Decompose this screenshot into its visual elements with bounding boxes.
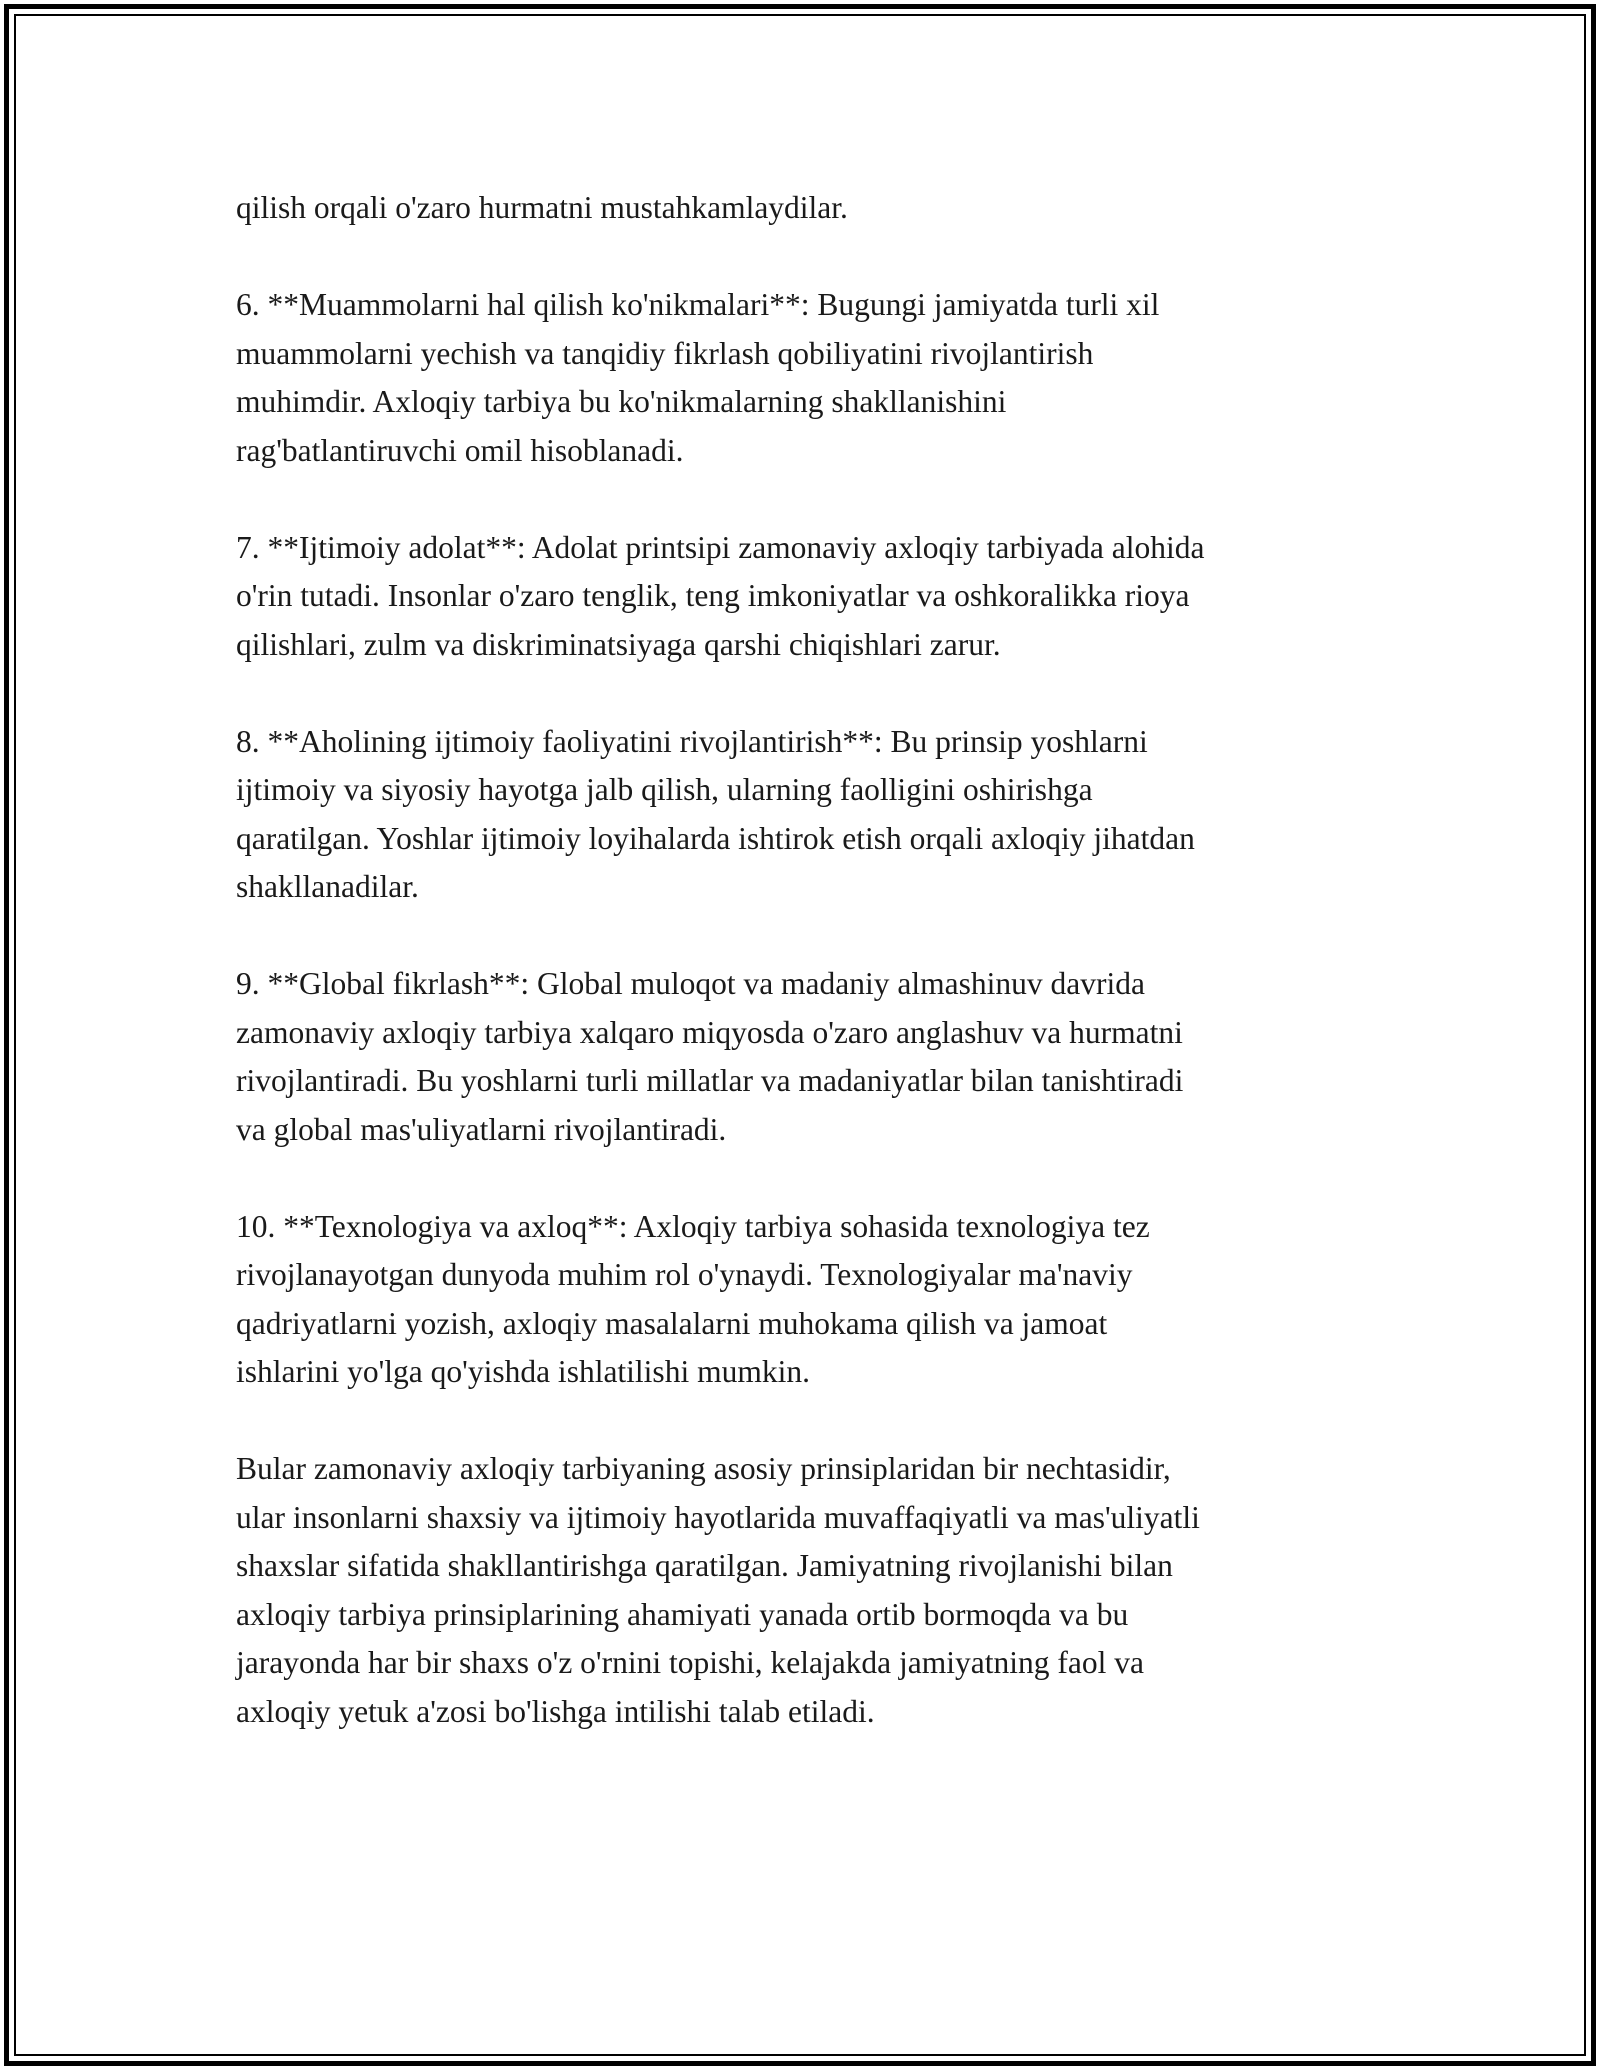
paragraph-item-10: 10. **Texnologiya va axloq**: Axloqiy tarbiya sohasida texnologiya tez rivojlanayotgan dunyoda muhim rol o'ynaydi. Texnologiyalar ma'naviy qadriyatlarni yozish, axloqiy masalalarni muhokama qilish va jamoat ishlarini yo'lga qo'yishda ishlatilishi mumkin.: [236, 1208, 1150, 1389]
document-body: [236, 184, 1386, 1785]
paragraph-continuation: qilish orqali o'zaro hurmatni mustahkamlaydilar.: [236, 190, 848, 225]
paragraph-item-8: 8. **Aholining ijtimoiy faoliyatini rivojlantirish**: Bu prinsip yoshlarni ijtimoiy va siyosiy hayotga jalb qilish, ularning faolligini oshirishga qaratilgan. Yoshlar ijtimoiy loyihalarda ishtirok etish orqali axloqiy jihatdan shakllanadilar.: [236, 723, 1195, 904]
paragraph-item-9: 9. **Global fikrlash**: Global muloqot va madaniy almashinuv davrida zamonaviy axloqiy tarbiya xalqaro miqyosda o'zaro anglashuv va hurmatni rivojlantiradi. Bu yoshlarni turli millatlar va madaniyatlar bilan tanishtiradi va global mas'uliyatlarni rivojlantiradi.: [236, 966, 1184, 1147]
paragraph-item-7: 7. **Ijtimoiy adolat**: Adolat printsipi zamonaviy axloqiy tarbiyada alohida o'rin tutadi. Insonlar o'zaro tenglik, teng imkoniyatlar va oshkoralikka rioya qilishlari, zulm va diskriminatsiyaga qarshi chiqishlari zarur.: [236, 529, 1205, 662]
paragraph-item-6: 6. **Muammolarni hal qilish ko'nikmalari**: Bugungi jamiyatda turli xil muammolarni yechish va tanqidiy fikrlash qobiliyatini rivojlantirish muhimdir. Axloqiy tarbiya bu ko'nikmalarning shakllanishini rag'batlantiruvchi omil hisoblanadi.: [236, 287, 1160, 468]
paragraph-conclusion: Bular zamonaviy axloqiy tarbiyaning asosiy prinsiplaridan bir nechtasidir, ular insonlarni shaxsiy va ijtimoiy hayotlarida muvaffaqiyatli va mas'uliyatli shaxslar sifatida shakllantirishga qaratilgan. Jamiyatning rivojlanishi bilan axloqiy tarbiya prinsiplarining ahamiyati yanada ortib bormoqda va bu jarayonda har bir shaxs o'z o'rnini topishi, kelajakda jamiyatning faol va axloqiy yetuk a'zosi bo'lishga intilishi talab etiladi.: [236, 1451, 1200, 1729]
